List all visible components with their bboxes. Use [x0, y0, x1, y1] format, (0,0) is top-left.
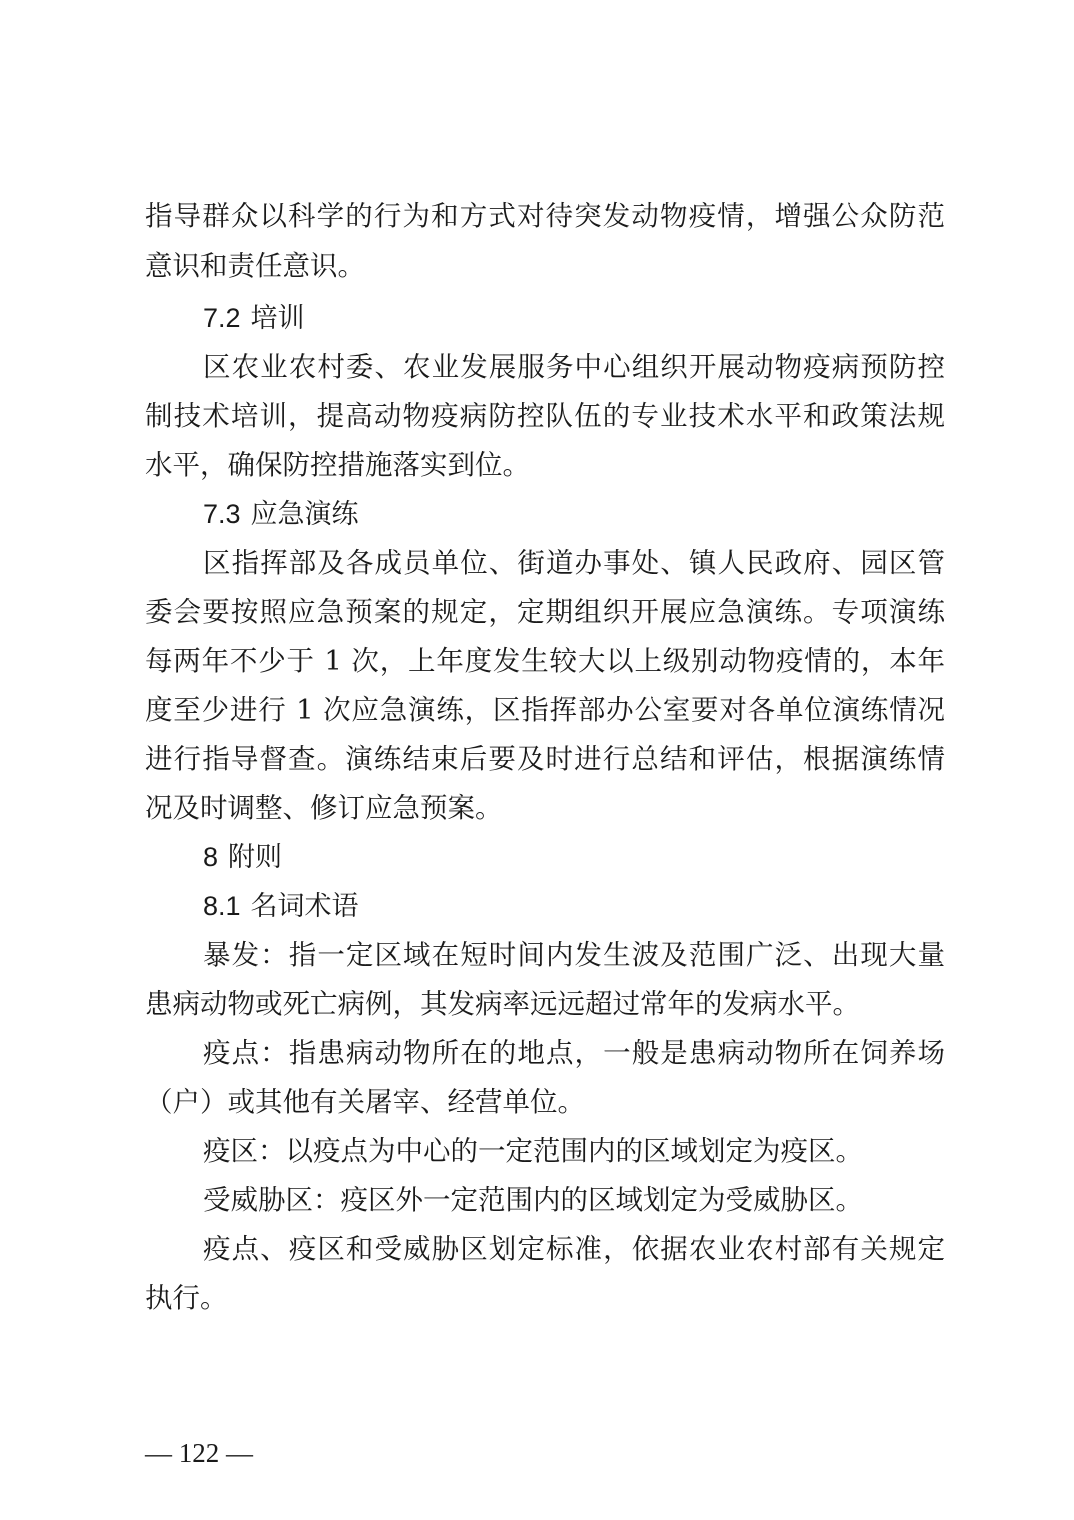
paragraph-line: 意识和责任意识。	[145, 250, 365, 282]
paragraph-line: 受威胁区：疫区外一定范围内的区域划定为受威胁区。	[203, 1184, 863, 1216]
section-title: 附则	[228, 842, 283, 873]
paragraph-line: （户）或其他有关屠宰、经营单位。	[145, 1086, 585, 1118]
section-number: 8.1	[203, 891, 241, 921]
section-title: 应急演练	[250, 499, 359, 530]
paragraph-line: 患病动物或死亡病例，其发病率远远超过常年的发病水平。	[145, 988, 860, 1020]
section-title: 培训	[250, 303, 305, 334]
section-heading-7-2	[203, 298, 305, 338]
paragraph-line: 每两年不少于 1 次，上年度发生较大以上级别动物疫情的，本年	[145, 645, 945, 677]
paragraph-line: 疫区：以疫点为中心的一定范围内的区域划定为疫区。	[203, 1135, 863, 1167]
paragraph-line: 况及时调整、修订应急预案。	[145, 792, 503, 824]
section-heading-8-1	[203, 886, 359, 926]
paragraph-line: 执行。	[145, 1282, 228, 1314]
paragraph-line: 区指挥部及各成员单位、街道办事处、镇人民政府、园区管	[203, 547, 945, 579]
paragraph-line: 进行指导督查。演练结束后要及时进行总结和评估，根据演练情	[145, 743, 945, 775]
section-number: 7.2	[203, 303, 241, 333]
paragraph-line: 疫点：指患病动物所在的地点，一般是患病动物所在饲养场	[203, 1037, 945, 1069]
section-title: 名词术语	[250, 891, 359, 922]
section-number: 8	[203, 842, 219, 872]
paragraph-line: 指导群众以科学的行为和方式对待突发动物疫情，增强公众防范	[145, 200, 945, 232]
paragraph-line: 委会要按照应急预案的规定，定期组织开展应急演练。专项演练	[145, 596, 945, 628]
paragraph-line: 水平，确保防控措施落实到位。	[145, 449, 530, 481]
paragraph-line: 制技术培训，提高动物疫病防控队伍的专业技术水平和政策法规	[145, 400, 945, 432]
paragraph-line: 度至少进行 1 次应急演练，区指挥部办公室要对各单位演练情况	[145, 694, 945, 726]
page-number: — 122 —	[145, 1438, 253, 1468]
paragraph-line: 区农业农村委、农业发展服务中心组织开展动物疫病预防控	[203, 351, 945, 383]
section-heading-8	[203, 837, 282, 877]
paragraph-line: 疫点、疫区和受威胁区划定标准，依据农业农村部有关规定	[203, 1233, 945, 1265]
section-number: 7.3	[203, 499, 241, 529]
section-heading-7-3	[203, 494, 359, 534]
paragraph-line: 暴发：指一定区域在短时间内发生波及范围广泛、出现大量	[203, 939, 945, 971]
